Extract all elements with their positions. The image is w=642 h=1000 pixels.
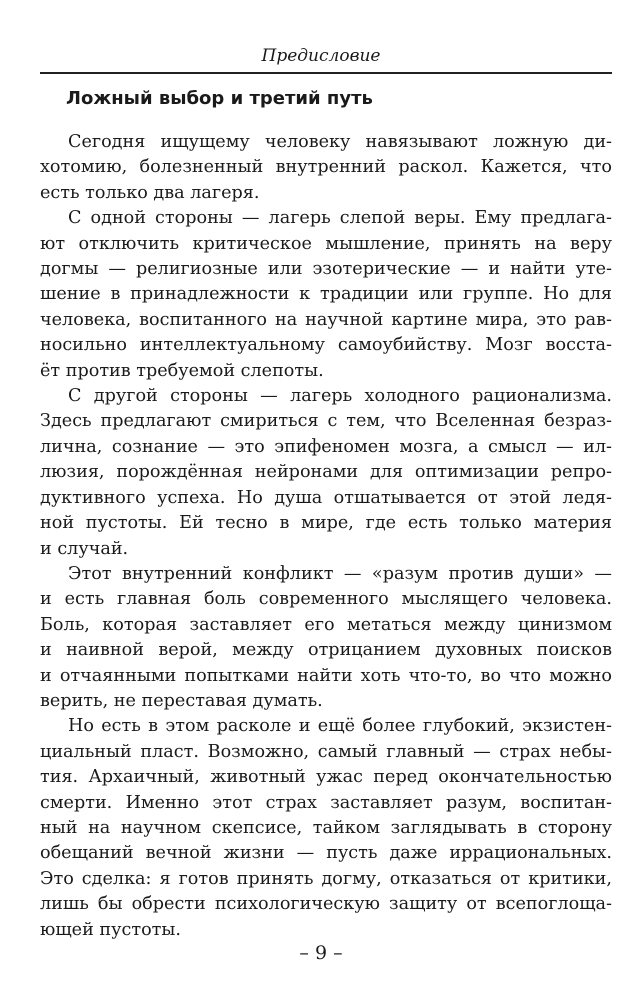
text-line: и случай. <box>40 538 129 559</box>
text-line: Но есть в этом расколе и ещё более глубокий, экзистен- <box>68 716 612 737</box>
section-heading: Ложный выбор и третий путь <box>66 88 373 109</box>
text-line: ющей пустоты. <box>40 919 181 940</box>
text-line: Боль, которая заставляет его метаться между цинизмом <box>40 614 612 635</box>
text-line: С одной стороны — лагерь слепой веры. Ему предлага- <box>68 208 612 229</box>
text-line: ют отключить критическое мышление, принять на веру <box>40 233 612 254</box>
text-line: ёт против требуемой слепоты. <box>40 360 324 381</box>
text-line: и наивной верой, между отрицанием духовных поисков <box>40 640 612 661</box>
text-line: верить, не переставая думать. <box>40 690 323 711</box>
text-line: лишь бы обрести психологическую защиту от всепоглоща- <box>40 894 612 915</box>
paragraph <box>40 562 612 714</box>
text-line: и отчаянными попытками найти хоть что-то, во что можно <box>40 665 612 686</box>
text-line: Сегодня ищущему человеку навязывают ложную ди- <box>68 132 612 152</box>
page-number: – 9 – <box>299 942 343 964</box>
text-line: человека, воспитанного на научной картине мира, это рав- <box>40 309 612 330</box>
text-line: ный на научном скепсисе, тайком заглядывать в сторону <box>40 817 612 838</box>
text-line: есть только два лагеря. <box>40 182 260 203</box>
paragraph <box>40 130 612 206</box>
text-line: Здесь предлагают смириться с тем, что Вселенная безраз- <box>40 411 612 432</box>
header-divider <box>40 72 612 74</box>
body-text <box>40 130 612 943</box>
text-line: догмы — религиозные или эзотерические — и найти уте- <box>40 259 612 280</box>
text-line: носильно интеллектуальному самоубийству. Мозг восста- <box>40 335 612 356</box>
text-line: Это сделка: я готов принять догму, отказаться от критики, <box>40 868 612 889</box>
text-line: и есть главная боль современного мыслящего человека. <box>40 589 612 610</box>
paragraph <box>40 384 612 562</box>
text-line: Этот внутренний конфликт — «разум против души» — <box>68 563 612 584</box>
paragraph <box>40 206 612 384</box>
text-line: тия. Архаичный, животный ужас перед окончательностью <box>40 767 612 788</box>
text-line: люзия, порождённая нейронами для оптимизации репро- <box>40 462 612 483</box>
text-line: обещаний вечной жизни — пусть даже иррациональных. <box>40 843 612 864</box>
text-line: дуктивного успеха. Но душа отшатывается от этой ледя- <box>40 487 612 508</box>
text-line: шение в принадлежности к традиции или группе. Но для <box>40 284 612 305</box>
text-line: лична, сознание — это эпифеномен мозга, а смысл — ил- <box>40 436 612 457</box>
text-line: С другой стороны — лагерь холодного рационализма. <box>68 386 612 407</box>
text-line: циальный пласт. Возможно, самый главный — страх небы- <box>40 741 612 762</box>
paragraph <box>40 714 612 943</box>
text-line: смерти. Именно этот страх заставляет разум, воспитан- <box>40 792 612 813</box>
running-header-title: Предисловие <box>261 46 381 66</box>
text-line: ной пустоты. Ей тесно в мире, где есть только материя <box>40 513 612 534</box>
text-line: хотомию, болезненный внутренний раскол. Кажется, что <box>40 157 612 178</box>
